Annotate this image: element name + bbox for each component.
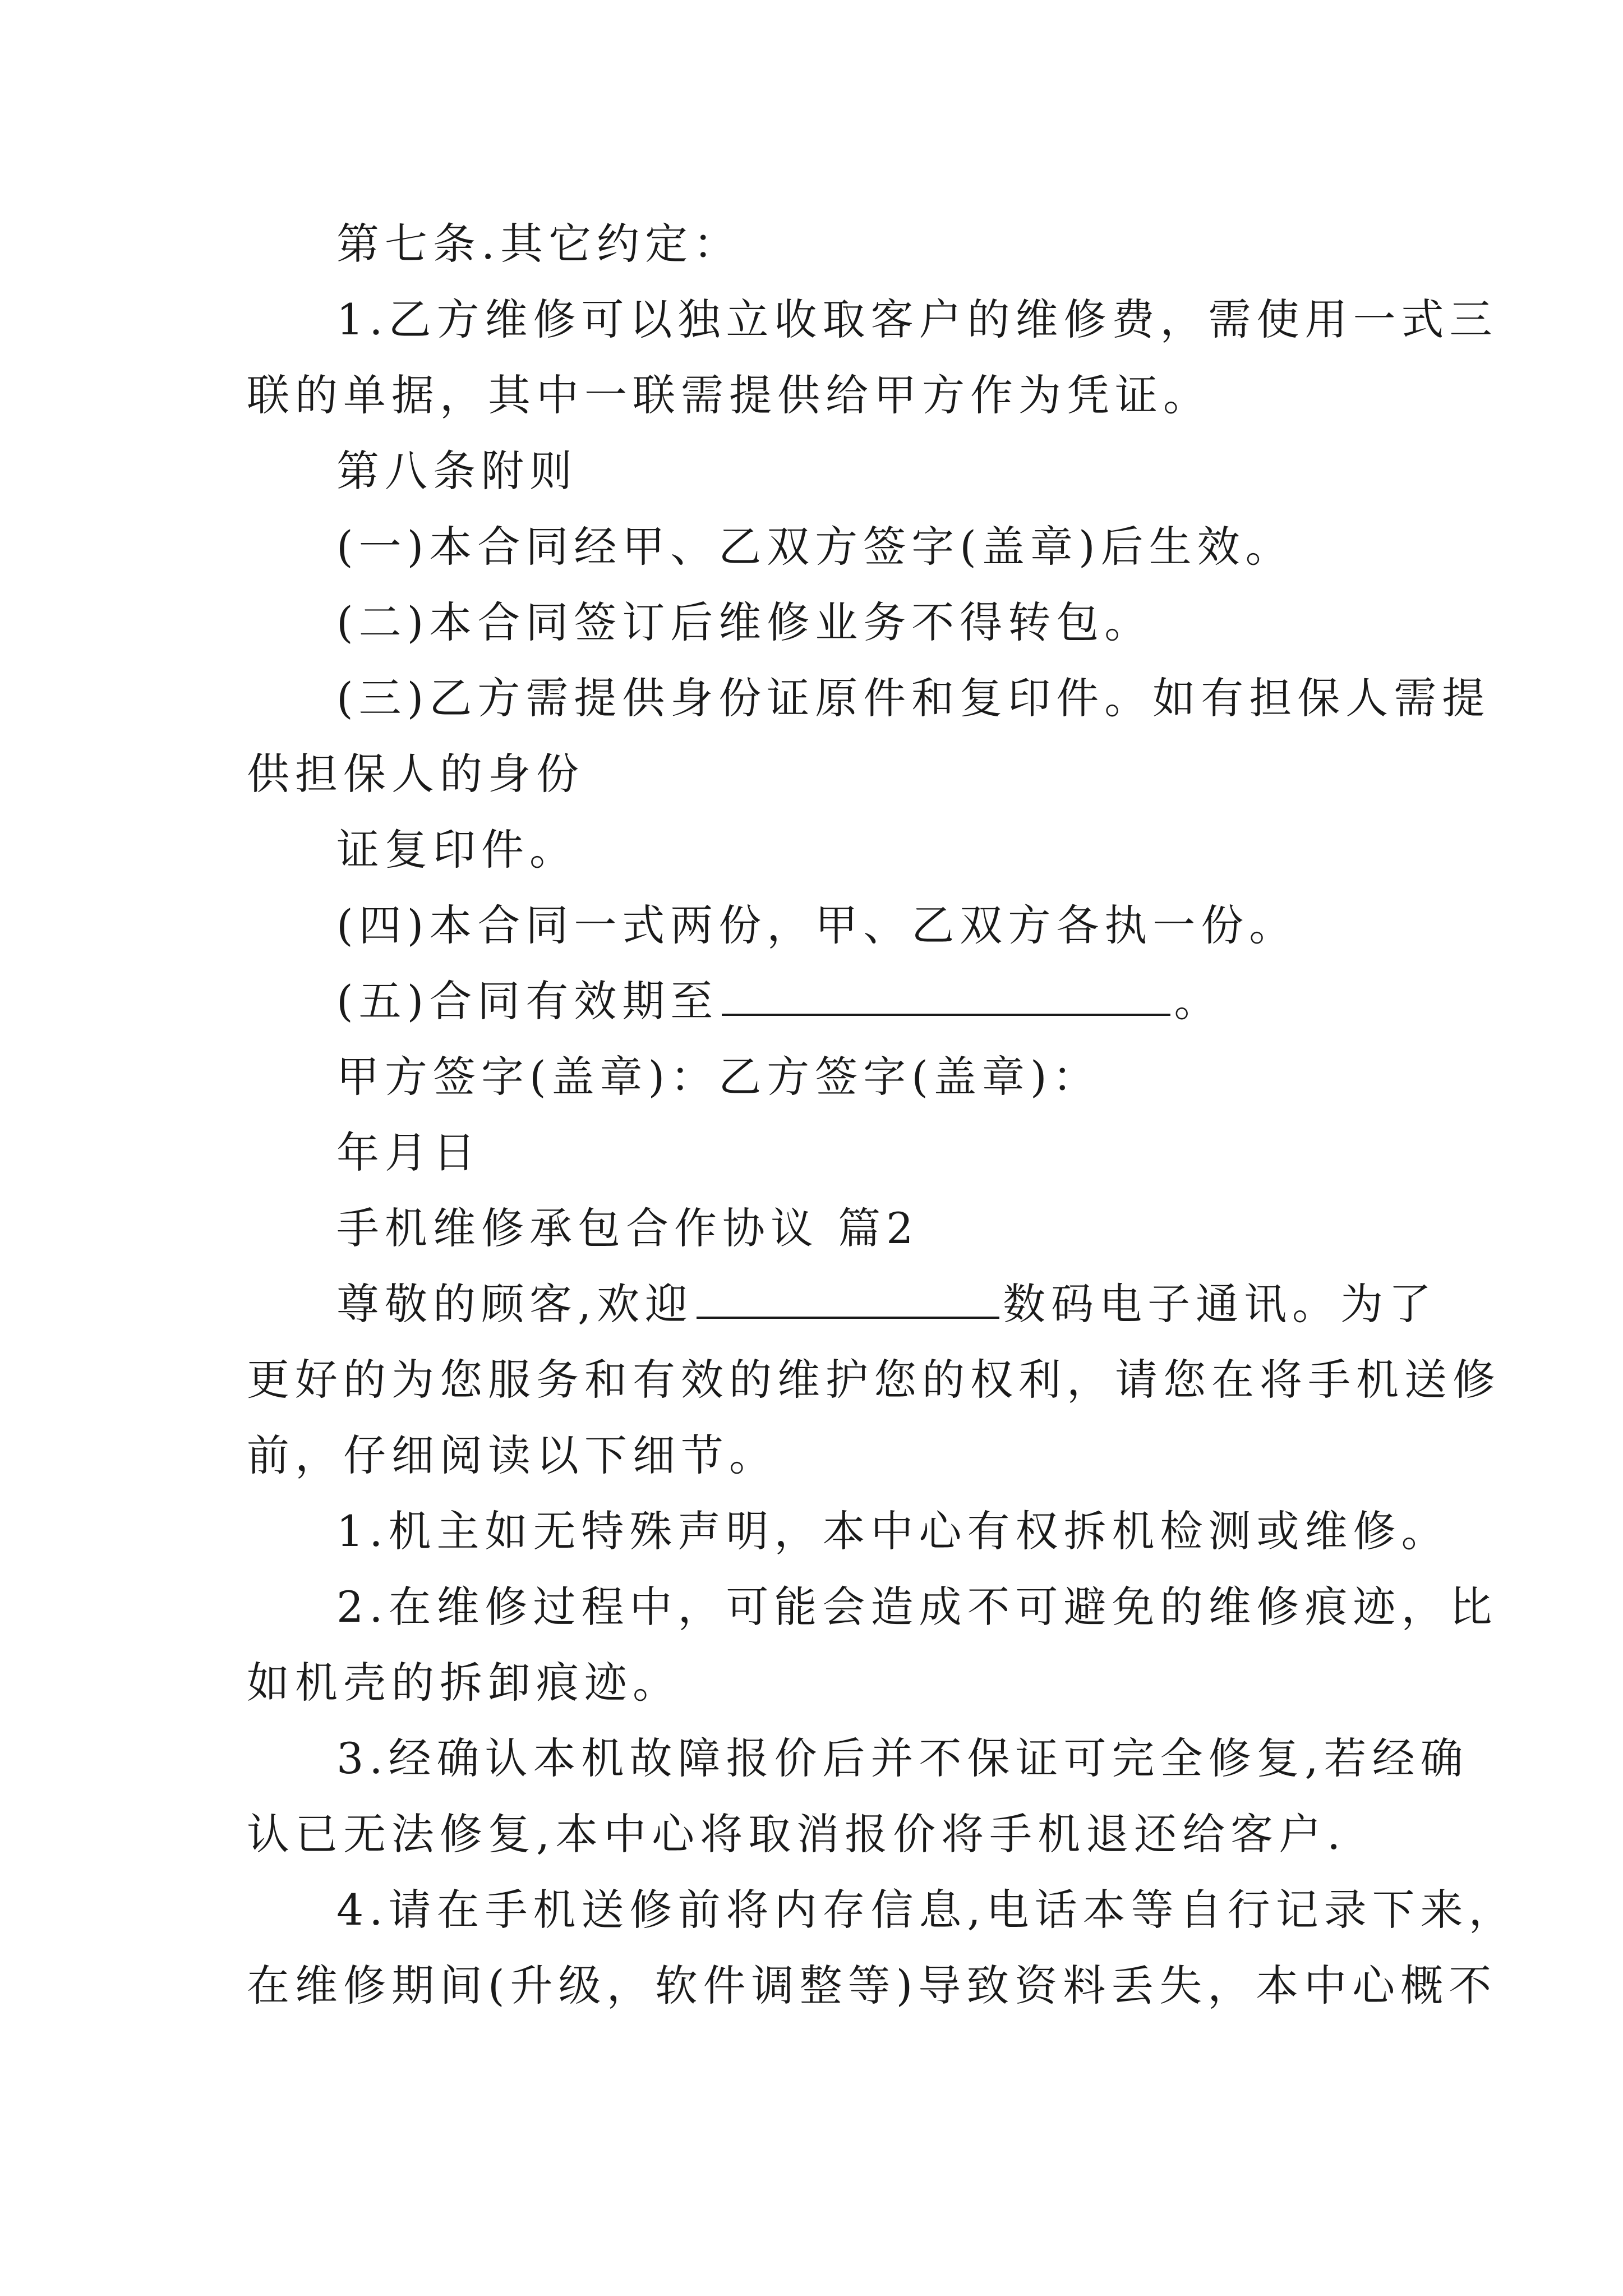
greeting-text: 尊敬的顾客,欢迎 — [336, 1279, 694, 1329]
validity-end-mark: 。 — [1174, 976, 1223, 1026]
notice-item-4-line-2: 在维修期间(升级，软件调整等)导致资料丢失，本中心概不 — [247, 1961, 1497, 2010]
article-7-item-1-line-2: 联的单据，其中一联需提供给甲方作为凭证。 — [247, 370, 1211, 420]
signature-line: 甲方签字(盖章)：乙方签字(盖章)： — [336, 1052, 1101, 1102]
date-line: 年月日 — [336, 1128, 481, 1177]
greeting-text-2: 数码电子通讯。为了 — [1003, 1279, 1437, 1329]
article-8-item-5 — [336, 973, 1222, 1029]
article-7-item-1-line-1: 1.乙方维修可以独立收取客户的维修费，需使用一式三 — [336, 295, 1498, 344]
greeting-line-3: 前，仔细阅读以下细节。 — [247, 1430, 777, 1480]
article-8-item-1: (一)本合同经甲、乙双方签字(盖章)后生效。 — [336, 522, 1294, 572]
store-name-blank — [697, 1277, 999, 1319]
notice-item-4-line-1: 4.请在手机送修前将内存信息,电话本等自行记录下来， — [336, 1885, 1517, 1935]
greeting-line-2: 更好的为您服务和有效的维护您的权利，请您在将手机送修 — [247, 1355, 1501, 1405]
greeting-line-1 — [336, 1276, 1437, 1332]
article-8-item-4: (四)本合同一式两份，甲、乙双方各执一份。 — [336, 900, 1298, 950]
article-8-heading: 第八条附则 — [336, 446, 578, 496]
article-8-item-3-line-3: 证复印件。 — [336, 825, 578, 875]
notice-item-1: 1.机主如无特殊声明，本中心有权拆机检测或维修。 — [336, 1506, 1450, 1556]
article-8-item-2: (二)本合同签订后维修业务不得转包。 — [336, 597, 1153, 647]
section-title: 手机维修承包合作协议 篇2 — [336, 1203, 919, 1253]
notice-item-2-line-2: 如机壳的拆卸痕迹。 — [247, 1658, 681, 1708]
article-8-item-3-line-2: 供担保人的身份 — [247, 749, 584, 799]
notice-item-2-line-1: 2.在维修过程中，可能会造成不可避免的维修痕迹，比 — [336, 1582, 1498, 1632]
article-8-item-3-line-1: (三)乙方需提供身份证原件和复印件。如有担保人需提 — [336, 673, 1491, 723]
validity-label: (五)合同有效期至 — [336, 976, 719, 1026]
article-7-heading: 第七条.其它约定： — [336, 219, 742, 269]
notice-item-3-line-1: 3.经确认本机故障报价后并不保证可完全修复,若经确 — [336, 1733, 1469, 1783]
validity-date-blank — [722, 974, 1170, 1016]
notice-item-3-line-2: 认已无法修复,本中心将取消报价将手机退还给客户. — [247, 1809, 1347, 1859]
